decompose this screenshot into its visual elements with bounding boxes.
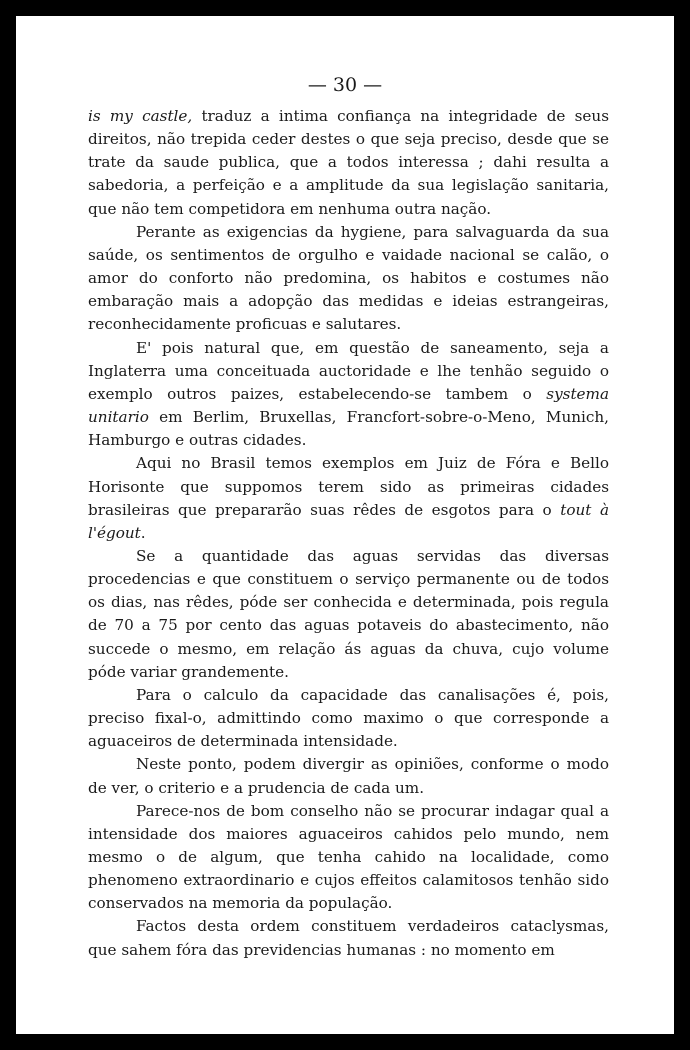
page-body-text bbox=[88, 105, 609, 962]
text-run: Parece-nos de bom conselho não se procurar indagar qual a intensidade dos maiores aguaceiros cahidos pelo mundo, nem mesmo o de algum, que tenha cahido na localidade, como phenomeno extraordinario e cujos effeitos calamitosos tenhão sido conservados na memoria da população. bbox=[88, 801, 609, 913]
paragraph bbox=[88, 753, 609, 799]
paragraph bbox=[88, 105, 609, 221]
page-number: — 30 — bbox=[307, 74, 383, 96]
text-run: Neste ponto, podem divergir as opiniões, conforme o modo de ver, o criterio e a prudencia de cada um. bbox=[88, 755, 609, 797]
text-run: traduz a intima confiança na integridade de seus direitos, não trepida ceder destes o que seja preciso, desde que se trate da saude publica, que a todos interessa ; dahi resulta a sabedoria, a perfeição e a amplitude da sua legislação sanitaria, que não tem competidora em nenhuma outra nação. bbox=[88, 107, 609, 218]
text-run: . bbox=[140, 523, 146, 542]
book-page bbox=[16, 16, 674, 1034]
text-run: Se a quantidade das aguas servidas das diversas procedencias e que constituem o serviço permanente ou de todos os dias, nas rêdes, póde ser conhecida e determinada, pois regula de 70 a 75 por cento das aguas potaveis do abastecimento, não succede o mesmo, em relação ás aguas da chuva, cujo volume póde variar grandemente. bbox=[88, 546, 609, 681]
text-run: Perante as exigencias da hygiene, para salvaguarda da sua saúde, os sentimentos de orgulho e vaidade nacional se calão, o amor do conforto não predomina, os habitos e costumes não embaração mais a adopção das medidas e ideias estrangeiras, reconhecidamente proficuas e salutares. bbox=[88, 222, 609, 334]
paragraph bbox=[88, 684, 609, 753]
paragraph bbox=[88, 452, 609, 545]
paragraph bbox=[88, 545, 609, 684]
text-run: Aqui no Brasil temos exemplos em Juiz de Fóra e Bello Horisonte que suppomos terem sido as primeiras cidades brasileiras que prepararão suas rêdes de esgotos para o bbox=[88, 454, 609, 519]
paragraph bbox=[88, 800, 609, 916]
text-run: Para o calculo da capacidade das canalisações é, pois, preciso fixal-o, admittindo como maximo o que corresponde a aguaceiros de determinada intensidade. bbox=[88, 685, 609, 751]
paragraph bbox=[88, 221, 609, 337]
text-run: Factos desta ordem constituem verdadeiros cataclysmas, que sahem fóra das previdencias humanas : no momento em bbox=[88, 917, 609, 959]
italic-text: systema unitario bbox=[88, 384, 609, 427]
text-run: E' pois natural que, em questão de saneamento, seja a Inglaterra uma conceituada auctoridade e lhe tenhão seguido o exemplo outros paizes, estabelecendo-se tambem o bbox=[88, 338, 609, 403]
italic-text: tout à l'égout bbox=[88, 500, 609, 542]
paragraph bbox=[88, 337, 609, 453]
text-run: em Berlim, Bruxellas, Francfort-sobre-o-Meno, Munich, Hamburgo e outras cidades. bbox=[88, 408, 609, 450]
paragraph bbox=[88, 915, 609, 961]
italic-text: is my castle, bbox=[88, 107, 193, 125]
